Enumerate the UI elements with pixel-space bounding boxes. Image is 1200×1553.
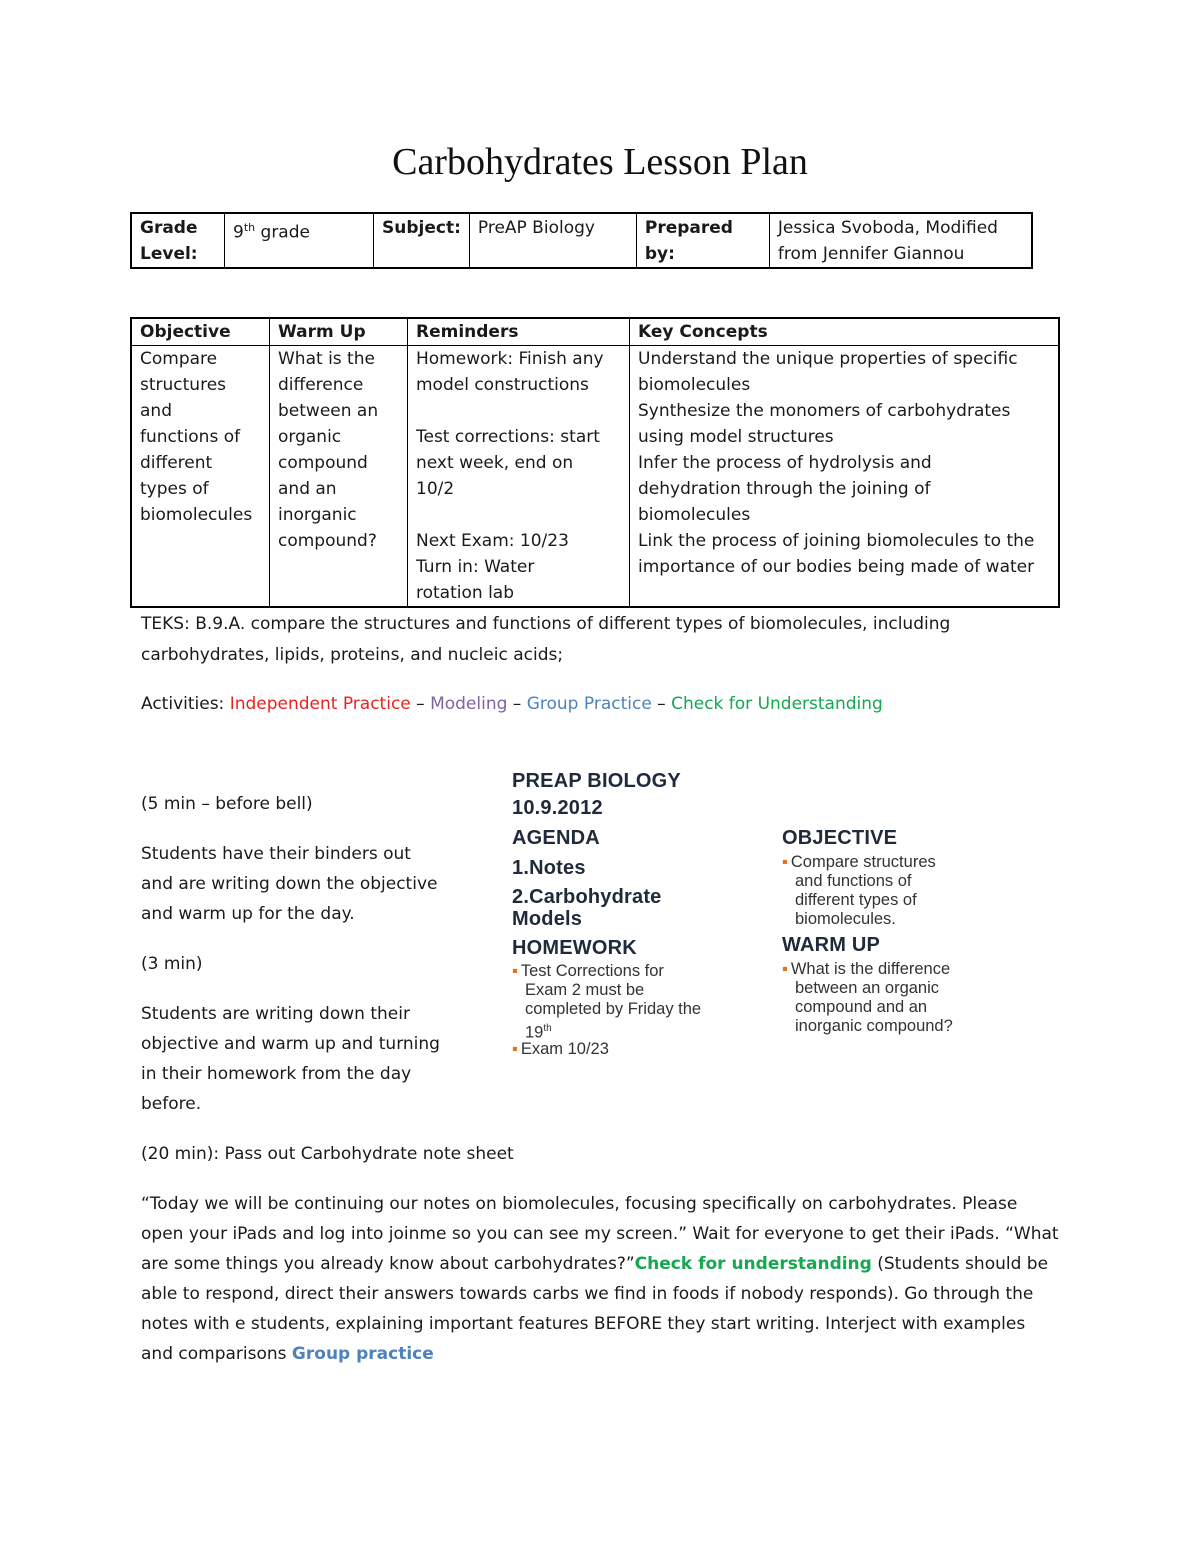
subject-value: PreAP Biology <box>469 213 636 268</box>
group-practice-tag: Group practice <box>291 1344 434 1364</box>
plan-table <box>130 317 1060 608</box>
binders-paragraph: Students have their binders out and are writing down the objective and warm up for the day. <box>141 844 438 924</box>
homework-paragraph: Students are writing down their objective and warm up and turning in their homework from the day before. <box>141 1004 440 1114</box>
page-title: Carbohydrates Lesson Plan <box>392 141 808 183</box>
activity-group: Group Practice <box>526 694 652 714</box>
notes-paragraph: “Today we will be continuing our notes on biomolecules, focusing specifically on carbohydrates. Please open your iPads and log into joinme so you can see my screen.” Wait for everyone to get their iPads. “What are some things you already know about carbohydrates?”Check for understanding (Students should be able to respond, direct their answers towards carbs we find in foods if nobody responds). Go through the notes with e students, explaining important features BEFORE they start writing. Interject with examples and comparisons Group practice <box>141 1194 1059 1364</box>
header-reminders: Reminders <box>408 318 630 346</box>
key-concepts-cell: Understand the unique properties of specific biomolecules Synthesize the monomers of carbohydrates using model structures Infer the process of hydrolysis and dehydration through the joining of biomolecules Link the process of joining biomolecules to the importance of our bodies being made of water <box>630 346 1060 608</box>
activities-label: Activities: <box>141 694 230 714</box>
header-key-concepts: Key Concepts <box>630 318 1060 346</box>
slide-date: 10.9.2012 <box>512 797 603 819</box>
slide-agenda-2: 2.Carbohydrate Models <box>512 886 662 930</box>
activity-check: Check for Understanding <box>671 694 883 714</box>
reminders-cell: Homework: Finish any model constructions Test corrections: start next week, end on 10/2 Next Exam: 10/23 Turn in: Water rotation lab <box>408 346 630 608</box>
teks-line-2: carbohydrates, lipids, proteins, and nucleic acids; <box>141 645 564 665</box>
slide-homework-item-2: ▪ Exam 10/23 <box>512 1040 609 1058</box>
teks-line-1: TEKS: B.9.A. compare the structures and functions of different types of biomolecules, including <box>141 614 951 634</box>
check-for-understanding-tag: Check for understanding <box>634 1254 872 1274</box>
slide-homework-heading: HOMEWORK <box>512 937 637 959</box>
header-warm-up: Warm Up <box>270 318 408 346</box>
header-objective: Objective <box>131 318 270 346</box>
activity-independent: Independent Practice <box>229 694 411 714</box>
slide-agenda-1: 1.Notes <box>512 857 586 879</box>
objective-cell: Compare structures and functions of different types of biomolecules <box>131 346 270 608</box>
slide-agenda-heading: AGENDA <box>512 827 600 849</box>
agenda-slide-image <box>512 768 992 1068</box>
slide-warmup-heading: WARM UP <box>782 934 881 956</box>
header-table <box>130 212 1033 269</box>
slide-objective-text: ▪ Compare structures and functions of different types of biomolecules. <box>782 853 936 928</box>
slide-course: PREAP BIOLOGY <box>512 770 681 792</box>
notes-time: (20 min): Pass out Carbohydrate note sheet <box>141 1144 514 1164</box>
slide-objective-heading: OBJECTIVE <box>782 827 898 849</box>
grade-label: Grade Level: <box>131 213 225 268</box>
subject-label: Subject: <box>374 213 470 268</box>
grade-value: 9th grade <box>225 213 374 268</box>
activities-line: Activities: Independent Practice – Modeling – Group Practice – Check for Understanding <box>141 694 883 714</box>
slide-homework-item-1: ▪ Test Corrections for Exam 2 must be completed by Friday the 19th <box>512 962 702 1042</box>
time-before-bell: (5 min – before bell) <box>141 794 313 814</box>
activity-modeling: Modeling <box>430 694 508 714</box>
time-3-min: (3 min) <box>141 954 203 974</box>
warm-up-cell: What is the difference between an organic compound and an inorganic compound? <box>270 346 408 608</box>
prepared-label: Prepared by: <box>636 213 769 268</box>
prepared-value: Jessica Svoboda, Modified from Jennifer Giannou <box>769 213 1032 268</box>
slide-warmup-text: ▪ What is the difference between an organic compound and an inorganic compound? <box>782 960 953 1035</box>
